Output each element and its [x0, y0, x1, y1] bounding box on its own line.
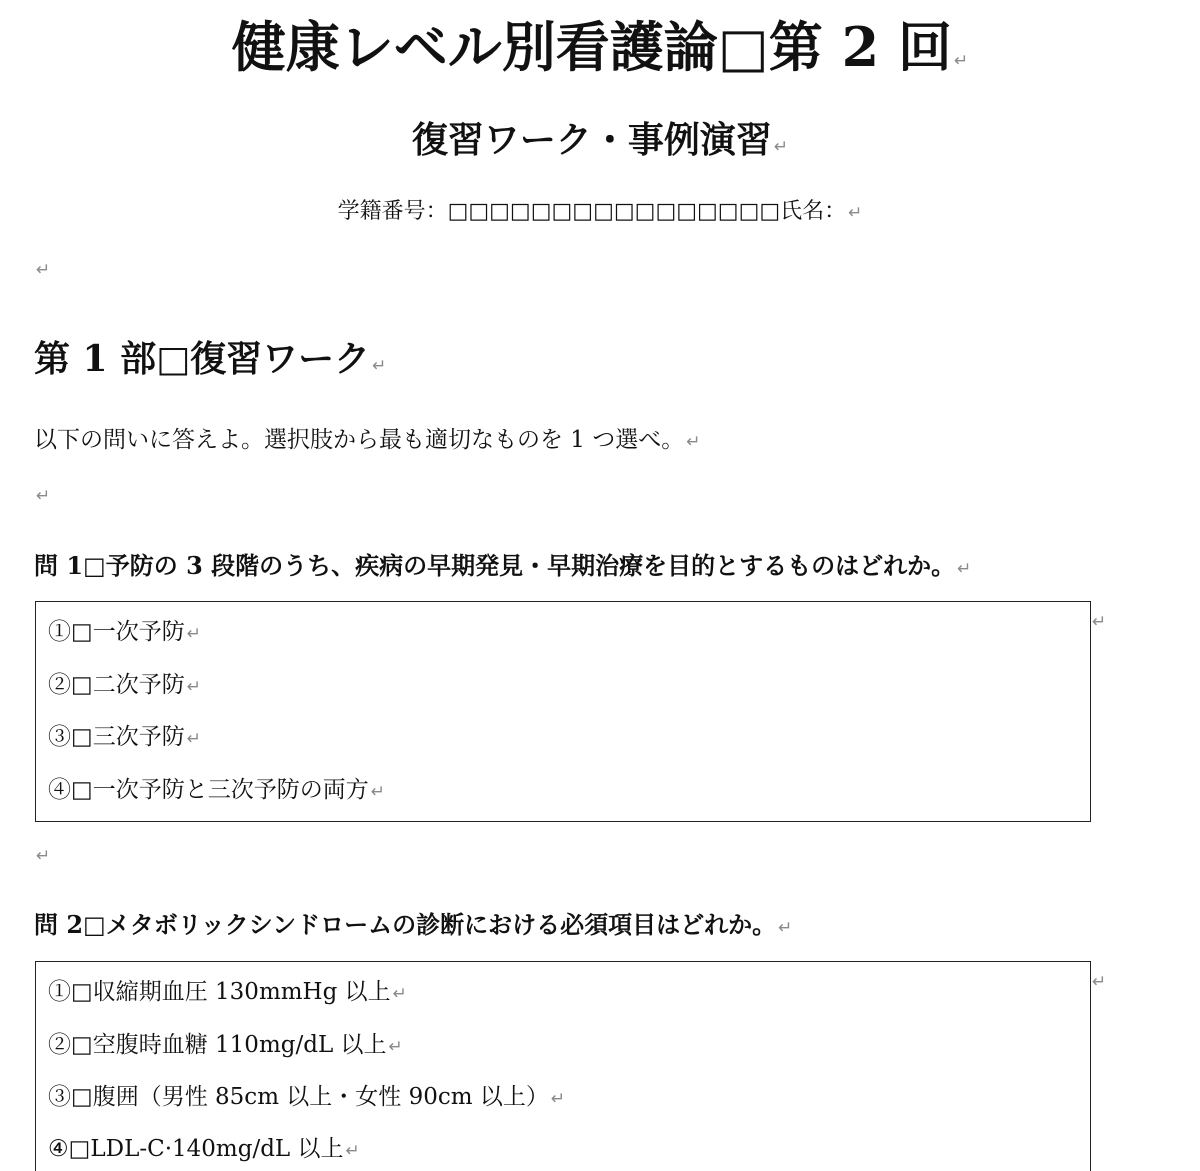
subtitle-text: 復習ワーク・事例演習: [411, 119, 772, 161]
choice-item[interactable]: [48, 1029, 403, 1063]
paragraph-mark-icon: ↵: [848, 203, 863, 223]
cell-end-mark-icon: ↵: [1092, 612, 1107, 632]
paragraph-mark-icon: ↵: [36, 260, 51, 280]
question-1: [34, 549, 971, 586]
document-subtitle: [0, 116, 1200, 171]
paragraph-mark-icon: ↵: [372, 356, 387, 376]
choice-item[interactable]: [48, 1081, 565, 1115]
empty-paragraph: [34, 480, 50, 511]
student-id-line: [0, 196, 1200, 229]
paragraph-mark-icon: ↵: [778, 918, 793, 938]
title-text: 健康レベル別看護論□第 2 回: [231, 15, 952, 79]
choice-item[interactable]: [48, 721, 201, 755]
paragraph-mark-icon: ↵: [388, 1037, 403, 1057]
empty-paragraph: [34, 254, 50, 285]
choice-text: ②□二次予防: [48, 672, 185, 698]
cell-end-mark-icon: ↵: [1092, 972, 1107, 992]
question-1-choices-box: [35, 601, 1091, 822]
instruction-text: 以下の問いに答えよ。選択肢から最も適切なものを 1 つ選べ。: [34, 427, 685, 453]
paragraph-mark-icon: ↵: [953, 51, 969, 71]
paragraph-mark-icon: ↵: [186, 729, 201, 749]
empty-paragraph: [34, 840, 50, 871]
choice-text: ④□LDL-C·140mg/dL 以上: [48, 1136, 344, 1162]
question-2: [34, 908, 792, 945]
choice-text: ③□三次予防: [48, 724, 185, 750]
paragraph-mark-icon: ↵: [186, 677, 201, 697]
question-2-choices-box: [35, 961, 1091, 1171]
choice-text: ③□腹囲（男性 85cm 以上・女性 90cm 以上）: [48, 1084, 549, 1110]
student-id-text: 学籍番号：□□□□□□□□□□□□□□□□氏名：: [337, 199, 847, 224]
paragraph-mark-icon: ↵: [392, 984, 407, 1004]
part1-heading: [34, 334, 386, 391]
choice-text: ②□空腹時血糖 110mg/dL 以上: [48, 1032, 387, 1058]
choice-item[interactable]: [48, 774, 385, 808]
choice-item[interactable]: [48, 669, 201, 703]
choice-item[interactable]: [48, 976, 407, 1010]
choice-item[interactable]: [48, 1133, 360, 1167]
choice-item[interactable]: [48, 616, 201, 650]
paragraph-mark-icon: ↵: [186, 624, 201, 644]
document-title: [0, 14, 1200, 94]
paragraph-mark-icon: ↵: [686, 432, 701, 452]
paragraph-mark-icon: ↵: [345, 1141, 360, 1161]
part1-heading-text: 第 1 部□復習ワーク: [34, 338, 371, 380]
choice-text: ④□一次予防と三次予防の両方: [48, 777, 369, 803]
paragraph-mark-icon: ↵: [550, 1089, 566, 1109]
paragraph-mark-icon: ↵: [36, 846, 51, 866]
paragraph-mark-icon: ↵: [773, 137, 789, 157]
question-2-text: 問 2□メタボリックシンドロームの診断における必須項目はどれか。: [34, 910, 777, 939]
choice-text: ①□収縮期血圧 130mmHg 以上: [48, 979, 391, 1005]
paragraph-mark-icon: ↵: [36, 486, 51, 506]
choice-text: ①□一次予防: [48, 619, 185, 645]
part1-instruction: [34, 424, 701, 458]
paragraph-mark-icon: ↵: [370, 782, 385, 802]
question-1-text: 問 1□予防の 3 段階のうち、疾病の早期発見・早期治療を目的とするものはどれか。: [34, 551, 956, 580]
paragraph-mark-icon: ↵: [957, 559, 972, 579]
